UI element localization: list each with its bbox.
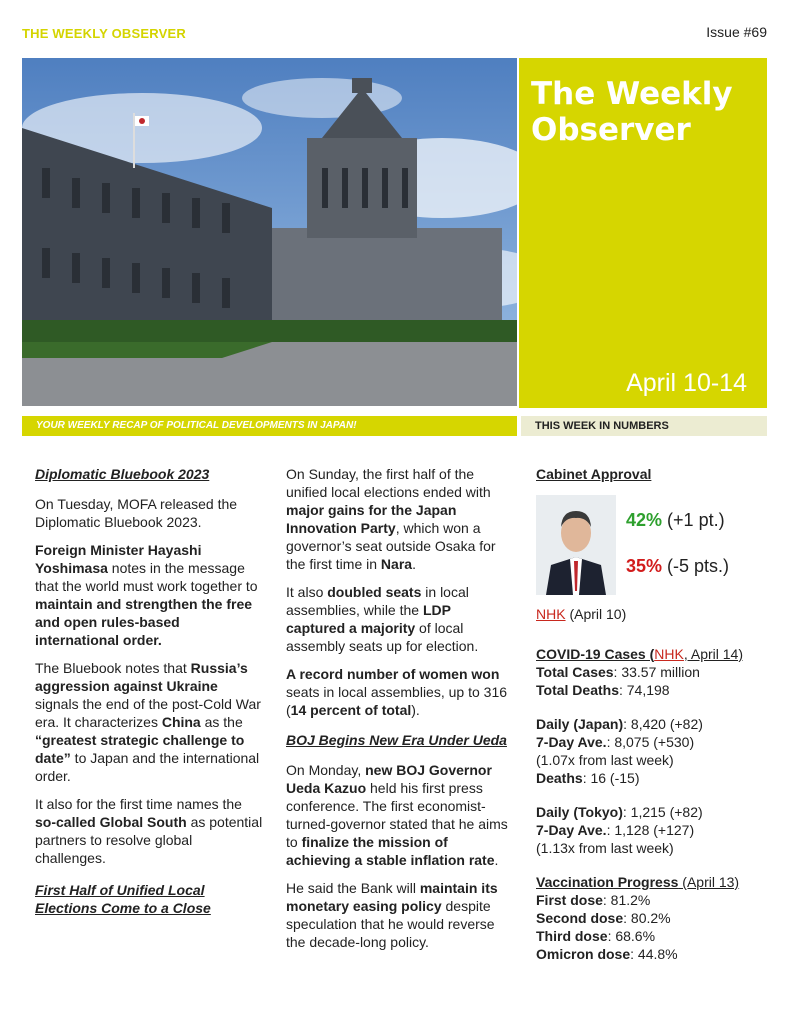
cabinet-source: NHK (April 10) <box>536 606 627 622</box>
paragraph: Foreign Minister Hayashi Yoshimasa notes in the message that the world must work together to maintain and strengthen the free and open rules-based international order. <box>35 542 258 648</box>
paragraph: The Bluebook notes that Russia’s aggression against Ukraine signals the end of the post-Cold War era. It characterizes China as the “greatest strategic challenge to date” to Japan and the international order. <box>35 660 261 784</box>
cover-photo <box>22 58 517 406</box>
paragraph: It also doubled seats in local assemblies, while the LDP captured a majority of local assembly seats up for election. <box>286 584 479 654</box>
vaccination-heading: Vaccination Progress (April 13) <box>536 874 740 890</box>
tagline: YOUR WEEKLY RECAP OF POLITICAL DEVELOPMENTS IN JAPAN! <box>36 420 357 431</box>
numbers-band <box>521 416 767 436</box>
approval-change: (+1 pt.) <box>667 510 725 530</box>
cabinet-approval <box>536 495 764 611</box>
newsletter-title <box>531 76 733 148</box>
cabinet-approval-heading: Cabinet Approval <box>536 466 652 482</box>
covid-block: COVID-19 Cases (NHK, April 14) Total Cases: 33.57 million Total Deaths: 74,198 Daily (Japan): 8,420 (+82) 7-Day Ave.: 8,075 (+530) (1.07x from last week) Deaths: 16 (-15) Daily (Tokyo): 1,215 (+82) 7-Day Ave.: 1,128 (+127) (1.13x from last week) <box>536 645 764 857</box>
paragraph: On Tuesday, MOFA released the Diplomatic Bluebook 2023. <box>35 496 238 530</box>
section-heading: First Half of Unified Local Elections Come to a Close <box>35 882 211 916</box>
column-3 <box>536 465 764 979</box>
nhk-link[interactable]: NHK <box>654 646 684 662</box>
issue-number: Issue #69 <box>706 24 767 40</box>
masthead: THE WEEKLY OBSERVER <box>22 26 186 41</box>
section-heading: Diplomatic Bluebook 2023 <box>35 466 210 482</box>
section-heading: BOJ Begins New Era Under Ueda <box>286 732 507 748</box>
column-2 <box>286 465 508 961</box>
title-box <box>519 58 767 408</box>
paragraph: A record number of women won seats in local assemblies, up to 316 (14 percent of total). <box>286 666 508 718</box>
numbers-heading: THIS WEEK IN NUMBERS <box>535 420 669 432</box>
vaccination-block: Vaccination Progress (April 13) First dose: 81.2% Second dose: 80.2% Third dose: 68.6% Omicron dose: 44.8% <box>536 873 764 963</box>
approval-rate: 42% <box>626 510 663 530</box>
title-line-2: Observer <box>531 112 691 148</box>
covid-heading: COVID-19 Cases (NHK, April 14) <box>536 646 743 662</box>
date-range: April 10-14 <box>626 369 747 397</box>
paragraph: It also for the first time names the so-called Global South as potential partners to resolve global challenges. <box>35 796 263 866</box>
paragraph: On Monday, new BOJ Governor Ueda Kazuo held his first press conference. The first economist-turned-governor stated that he aims to finalize the mission of achieving a stable inflation rate. <box>286 762 508 868</box>
paragraph: He said the Bank will maintain its monetary easing policy despite speculation that he would reverse the decade-long policy. <box>286 880 498 950</box>
column-1 <box>35 465 263 929</box>
paragraph: On Sunday, the first half of the unified local elections ended with major gains for the Japan Innovation Party, which won a governor’s seat outside Osaka for the first time in Nara. <box>286 466 496 572</box>
portrait-image <box>536 495 616 595</box>
nhk-link[interactable]: NHK <box>536 606 566 622</box>
disapproval-change: (-5 pts.) <box>667 556 730 576</box>
title-line-1: The Weekly <box>531 76 733 112</box>
tagline-band <box>22 416 517 436</box>
disapproval-rate: 35% <box>626 556 663 576</box>
